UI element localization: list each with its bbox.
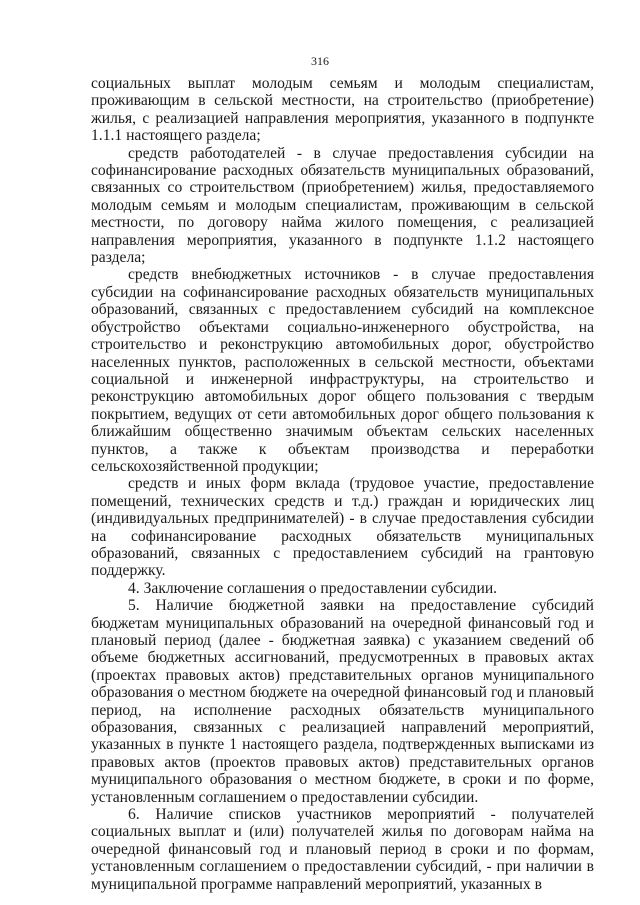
paragraph: социальных выплат молодым семьям и молодым специалистам, проживающим в сельской местности, на строительство (приобретение) жилья, с реализацией направления мероприятия, указанного в подпункте 1.1.1 настоящего раздела; — [91, 75, 594, 145]
paragraph: средств внебюджетных источников - в случае предоставления субсидии на софинансирование расходных обязательств муниципальных образований, связанных с предоставлением субсидий на комплексное обустройство объектами социально-инженерного обустройства, на строительство и реконструкцию автомобильных дорог, обустройство населенных пунктов, расположенных в сельской местности, объектами социальной и инженерной инфраструктуры, на строительство и реконструкцию автомобильных дорог общего пользования с твердым покрытием, ведущих от сети автомобильных дорог общего пользования к ближайшим общественно значимым объектам сельских населенных пунктов, а также к объектам производства и переработки сельскохозяйственной продукции; — [91, 266, 594, 475]
paragraph: 6. Наличие списков участников мероприятий - получателей социальных выплат и (или) получателей жилья по договорам найма на очередной финансовый год и плановый период в сроки и по формам, установленным соглашением о предоставлении субсидий, - при наличии в муниципальной программе направлений мероприятий, указанных в — [91, 806, 594, 893]
paragraph: средств работодателей - в случае предоставления субсидии на софинансирование расходных обязательств муниципальных образований, связанных со строительством (приобретением) жилья, предоставляемого молодым семьям и молодым специалистам, проживающим в сельской местности, по договору найма жилого помещения, с реализацией направления мероприятия, указанного в подпункте 1.1.2 настоящего раздела; — [91, 144, 594, 267]
paragraph: 4. Заключение соглашения о предоставлении субсидии. — [128, 579, 498, 597]
page-number: 316 — [311, 54, 329, 68]
paragraph: 5. Наличие бюджетной заявки на предоставление субсидий бюджетам муниципальных образований на очередной финансовый год и плановый период (далее - бюджетная заявка) с указанием сведений об объеме бюджетных ассигнований, предусмотренных в правовых актах (проектах правовых актов) представительных органов муниципального образования о местном бюджете на очередной финансовый год и плановый период, на исполнение расходных обязательств муниципального образования, связанных с реализацией направлений мероприятий, указанных в пункте 1 настоящего раздела, подтвержденных выписками из правовых актов (проектов правовых актов) представительных органов муниципального образования о местном бюджете, в сроки и по форме, установленным соглашением о предоставлении субсидии. — [91, 597, 594, 806]
paragraph: средств и иных форм вклада (трудовое участие, предоставление помещений, технических средств и т.д.) граждан и юридических лиц (индивидуальных предпринимателей) - в случае предоставления субсидии на софинансирование расходных обязательств муниципальных образований, связанных с предоставлением субсидий на грантовую поддержку. — [91, 475, 594, 580]
body-text — [91, 75, 594, 893]
